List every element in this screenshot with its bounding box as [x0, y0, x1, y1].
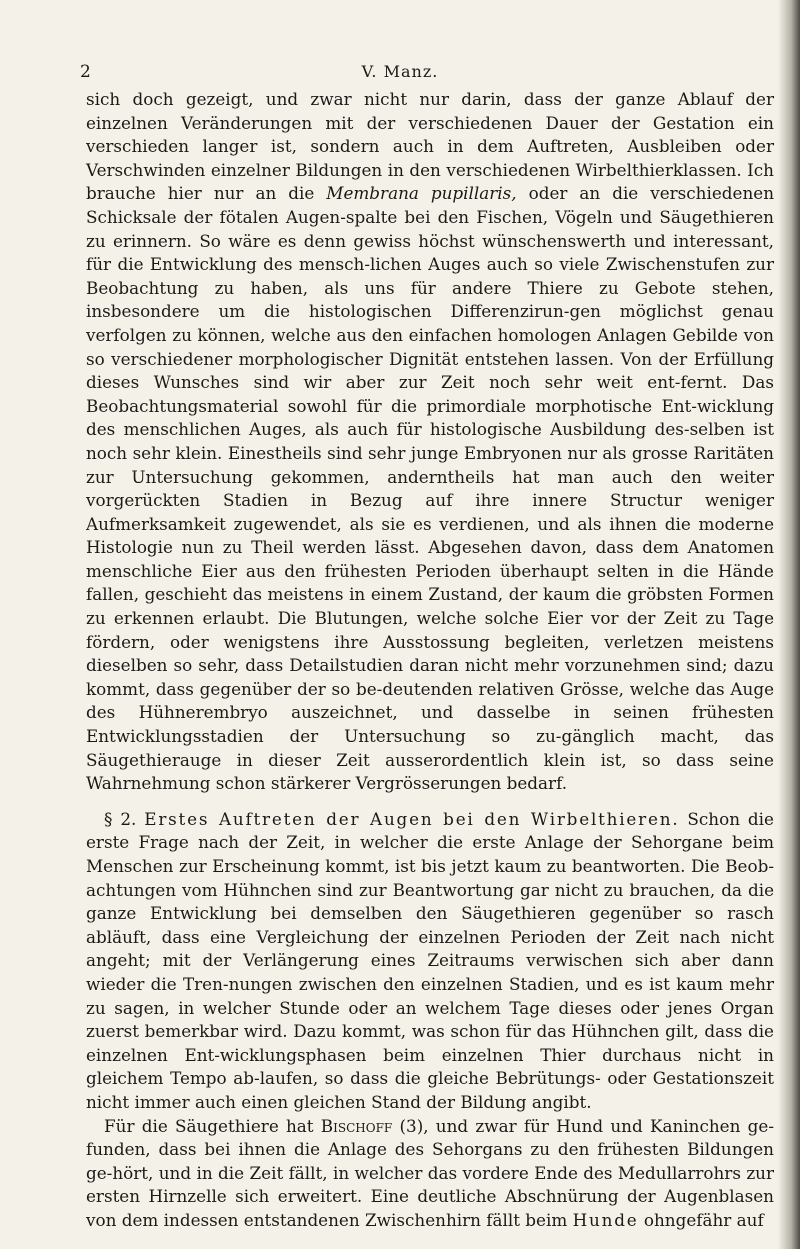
paragraph-3-text-b: (3), und zwar für Hund und Kaninchen ge-funden, dass bei ihnen die Anlage des Sehorgans zu den frühesten Bildungen ge-hört, und in die Zeit fällt, in welcher das vordere Ende des Medullarrohrs zur ersten Hirnzelle sich erweitert. Eine deutliche Abschnürung der Augenblasen von dem indessen entstandenen Zwischenhirn fällt beim — [86, 1115, 774, 1230]
paragraph-3-text-c: ohngefähr auf — [638, 1209, 764, 1230]
section-text: Schon die erste Frage nach der Zeit, in welcher die erste Anlage der Sehorgane beim Menschen zur Erscheinung kommt, ist bis jetzt kaum zu beantworten. Die Beob-achtungen vom Hühnchen sind zur Beantwortung gar nicht zu brauchen, da die ganze Entwicklung bei demselben den Säugethieren gegenüber so rasch abläuft, dass eine Vergleichung der einzelnen Perioden der Zeit nach nicht angeht; mit der Verlängerung eines Zeitraums verwischen sich aber dann wieder die Tren-nungen zwischen den einzelnen Stadien, und es ist kaum mehr zu sagen, in welcher Stunde oder an welchem Tage dieses oder jenes Organ zuerst bemerkbar wird. Dazu kommt, was schon für das Hühnchen gilt, dass die einzelnen Ent-wicklungsphasen beim einzelnen Thier durchaus nicht in gleichem Tempo ab-laufen, so dass die gleiche Bebrütungs- oder Gestationszeit nicht immer auch einen gleichen Stand der Bildung angibt. — [86, 808, 774, 1112]
page-number: 2 — [80, 62, 91, 82]
paragraph-1-text-b: oder an die verschiedenen Schicksale der fötalen Augen-spalte bei den Fischen, Vögeln und Säugethieren zu erinnern. So wäre es denn gewiss höchst wünschenswerth und interessant, für die Entwicklung des mensch-lichen Auges auch so viele Zwischenstufen zur Beobachtung zu haben, als uns für andere Thiere zu Gebote stehen, insbesondere um die histologischen Differenzirun-gen möglichst genau verfolgen zu können, welche aus den einfachen homologen Anlagen Gebilde von so verschiedener morphologischer Dignität entstehen lassen. Von der Erfüllung dieses Wunsches sind wir aber zur Zeit noch sehr weit ent-fernt. Das Beobachtungsmaterial sowohl für die primordiale morphotische Ent-wicklung des menschlichen Auges, als auch für histologische Ausbildung des-selben ist noch sehr klein. Einestheils sind sehr junge Embryonen nur als grosse Raritäten zur Untersuchung gekommen, anderntheils hat man auch den weiter vorgerückten Stadien in Bezug auf ihre innere Structur weniger Aufmerksamkeit zugewendet, als sie es verdienen, und als ihnen die moderne Histologie nun zu Theil werden lässt. Abgesehen davon, dass dem Anatomen menschliche Eier aus den frühesten Perioden überhaupt selten in die Hände fallen, geschieht das meistens in einem Zustand, der kaum die gröbsten Formen zu erkennen erlaubt. Die Blutungen, welche solche Eier vor der Zeit zu Tage fördern, oder wenigstens ihre Ausstossung begleiten, verletzen meistens dieselben so sehr, dass Detailstudien daran nicht mehr vorzunehmen sind; dazu kommt, dass gegenüber der so be-deutenden relativen Grösse, welche das Auge des Hühnerembryo auszeichnet, und dasselbe in seinen frühesten Entwicklungsstadien der Untersuchung so zu-gänglich macht, das Säugethierauge in dieser Zeit ausserordentlich klein ist, so dass seine Wahrnehmung schon stärkerer Vergrösserungen bedarf. — [86, 183, 774, 794]
paragraph-3 — [86, 1115, 774, 1233]
author-bischoff: Bischoff — [320, 1115, 393, 1136]
paragraph-1-text-a: sich doch gezeigt, und zwar nicht nur darin, dass der ganze Ablauf der einzelnen Veränderungen mit der verschiedenen Dauer der Gestation ein verschieden langer ist, sondern auch in dem Auftreten, Ausbleiben oder Verschwinden einzelner Bildungen in den verschiedenen Wirbelthierklassen. Ich brauche hier nur an die — [86, 89, 774, 204]
section-heading: Erstes Auftreten der Augen bei den Wirbelthieren. — [144, 808, 680, 829]
paragraph-1 — [86, 88, 774, 796]
page-edge-shadow — [778, 0, 800, 1249]
body-text — [86, 88, 774, 1233]
running-title: V. Manz. — [361, 62, 439, 81]
spaced-word-hunde: Hunde — [572, 1209, 639, 1230]
section-paragraph — [86, 808, 774, 1115]
section-number: § 2. — [104, 808, 137, 829]
paragraph-3-text-a: Für die Säugethiere hat — [104, 1115, 321, 1136]
membrana-pupillaris-term: Membrana pupillaris, — [326, 183, 517, 204]
